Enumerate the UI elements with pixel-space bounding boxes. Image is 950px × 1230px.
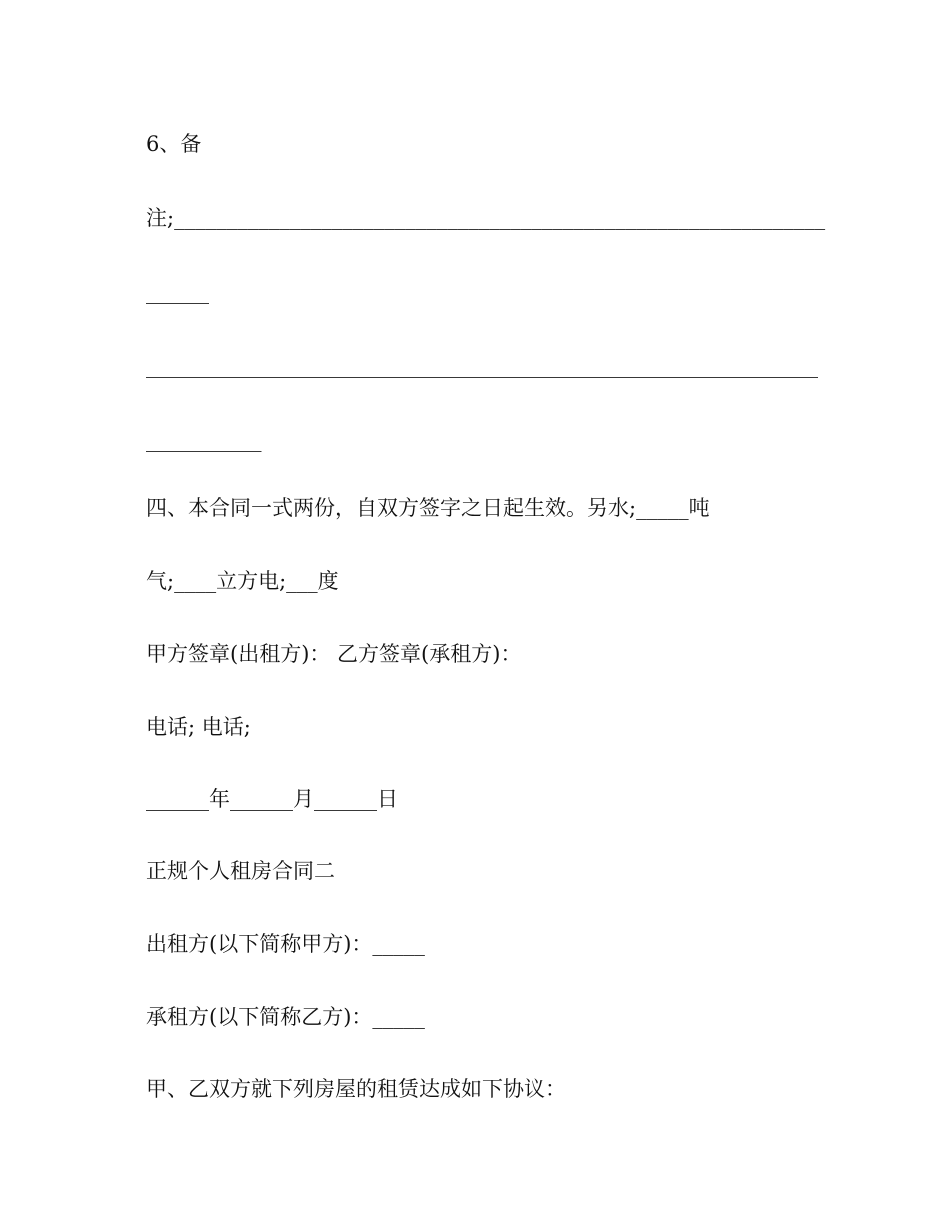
clause-four-line: 四、本合同一式两份，自双方签字之日起生效。另水;_____吨 [146,496,710,520]
date-line: ______年______月______日 [146,787,398,811]
lessor-line: 出租方(以下简称甲方)：_____ [146,932,425,956]
remark-label-line: 6、备 [146,132,202,156]
lessee-line: 承租方(以下简称乙方)：_____ [146,1005,425,1029]
remark-blank-line-3: ________________________________________________________________ [146,354,818,378]
remark-blank-line-4: ___________ [146,428,262,452]
signature-line: 甲方签章(出租方)： 乙方签章(承租方)： [146,642,522,666]
gas-electric-line: 气;____立方电;___度 [146,569,339,593]
phone-line: 电话; 电话; [146,715,251,739]
remark-blank-line-1: 注;______________________________________________________________ [146,206,826,230]
agreement-intro-line: 甲、乙双方就下列房屋的租赁达成如下协议： [146,1077,566,1101]
section-title: 正规个人租房合同二 [146,859,335,883]
remark-blank-line-2: ______ [146,280,209,304]
